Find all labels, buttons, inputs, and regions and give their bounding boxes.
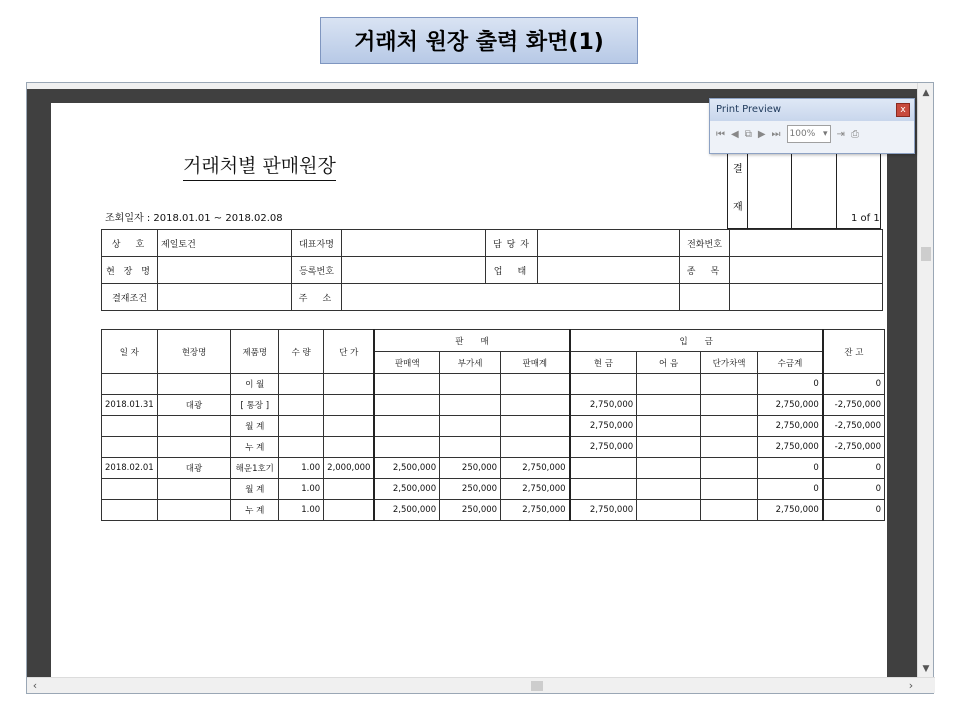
cell-sales-amount [374,416,439,437]
horizontal-scrollbar[interactable] [27,677,935,693]
label-reg-no: 등록번호 [292,257,342,284]
cell-balance: -2,750,000 [823,416,885,437]
cell-vat: 250,000 [440,479,501,500]
cell-vat [440,437,501,458]
sales-ledger-table [101,329,885,521]
print-preview-titlebar[interactable] [710,99,914,121]
next-page-icon[interactable]: ▶ [757,128,766,140]
cell-site [157,437,231,458]
cell-qty: 1.00 [279,479,324,500]
scroll-right-icon[interactable]: › [908,679,914,692]
print-preview-title: Print Preview [716,104,782,115]
value-business-item [730,257,883,284]
slide-title: 거래처 원장 출력 화면(1) [320,17,638,64]
cell-price-diff [701,395,758,416]
cell-balance: -2,750,000 [823,437,885,458]
label-business-type: 업 태 [486,257,538,284]
cell-price [324,395,375,416]
cell-cash: 2,750,000 [570,437,637,458]
header-product: 제품명 [231,330,279,374]
value-site [158,257,292,284]
report-viewport[interactable] [27,89,919,679]
cell-qty [279,416,324,437]
cell-price: 2,000,000 [324,458,375,479]
date-range: 조회일자 : 2018.01.01 ~ 2018.02.08 [105,213,283,224]
customer-info-table [101,229,883,311]
header-date: 일 자 [102,330,158,374]
table-row [102,395,885,416]
cell-product: 월 계 [231,479,279,500]
value-manager [538,230,680,257]
approval-label [728,154,748,228]
cell-price [324,437,375,458]
cell-site: 대광 [157,458,231,479]
value-ceo [342,230,486,257]
chevron-down-icon: ▾ [823,129,828,139]
cell-sales-total [501,374,570,395]
cell-sales-amount: 2,500,000 [374,479,439,500]
cell-date [102,479,158,500]
cell-receipt-total: 2,750,000 [758,416,823,437]
header-price-diff: 단가차액 [701,352,758,374]
cell-site: 대광 [157,395,231,416]
header-receipt-total: 수금계 [758,352,823,374]
header-balance: 잔 고 [823,330,885,374]
cell-price [324,479,375,500]
cell-balance: 0 [823,374,885,395]
cell-bill [637,395,701,416]
cell-receipt-total: 0 [758,458,823,479]
cell-receipt-total: 2,750,000 [758,437,823,458]
horizontal-scroll-thumb[interactable] [531,681,543,691]
cell-sales-total [501,437,570,458]
cell-date [102,374,158,395]
cell-bill [637,437,701,458]
cell-price [324,374,375,395]
cell-bill [637,500,701,521]
cell-vat [440,416,501,437]
cell-balance: 0 [823,479,885,500]
vertical-scrollbar[interactable] [917,83,933,679]
cell-sales-amount: 2,500,000 [374,458,439,479]
cell-cash: 2,750,000 [570,416,637,437]
table-row [102,500,885,521]
empty-cell [730,284,883,311]
cell-vat: 250,000 [440,500,501,521]
label-manager: 담 당 자 [486,230,538,257]
cell-cash: 2,750,000 [570,500,637,521]
cell-sales-amount [374,437,439,458]
cell-site [157,479,231,500]
cell-site [157,374,231,395]
prev-page-icon[interactable]: ◀ [731,128,739,140]
cell-bill [637,458,701,479]
header-qty: 수 량 [279,330,324,374]
cell-product: [ 통장 ] [231,395,279,416]
scroll-down-icon[interactable]: ▼ [922,664,930,674]
cell-balance: 0 [823,458,885,479]
print-preview-toolbar [709,98,915,154]
approval-cell [748,154,792,228]
export-icon[interactable]: ⇥ [836,128,845,140]
label-site: 현 장 명 [102,257,158,284]
header-cash: 현 금 [570,352,637,374]
approval-label-top: 결 [733,164,743,175]
cell-sales-amount [374,395,439,416]
header-receipt: 입 금 [570,330,823,352]
value-business-type [538,257,680,284]
label-payment-terms: 결재조건 [102,284,158,311]
cell-sales-amount: 2,500,000 [374,500,439,521]
cell-product: 월 계 [231,416,279,437]
cell-receipt-total: 2,750,000 [758,395,823,416]
cell-price-diff [701,500,758,521]
cell-sales-total: 2,750,000 [501,500,570,521]
label-address: 주 소 [292,284,342,311]
cell-sales-amount [374,374,439,395]
label-phone: 전화번호 [680,230,730,257]
value-payment-terms [158,284,292,311]
zoom-value: 100% [789,129,816,139]
header-sales-total: 판매계 [501,352,570,374]
cell-bill [637,416,701,437]
cell-product: 누 계 [231,437,279,458]
cell-sales-total [501,395,570,416]
vertical-scroll-thumb[interactable] [921,247,931,261]
cell-price [324,416,375,437]
empty-cell [680,284,730,311]
cell-price-diff [701,437,758,458]
cell-receipt-total: 0 [758,479,823,500]
cell-price [324,500,375,521]
page-number: 1 of 1 [851,213,880,224]
cell-product: 누 계 [231,500,279,521]
table-row [102,458,885,479]
cell-balance: 0 [823,500,885,521]
cell-site [157,416,231,437]
cell-sales-total [501,416,570,437]
cell-vat [440,395,501,416]
header-bill: 어 음 [637,352,701,374]
cell-price-diff [701,479,758,500]
cell-qty: 1.00 [279,458,324,479]
cell-vat: 250,000 [440,458,501,479]
label-ceo: 대표자명 [292,230,342,257]
table-row [102,479,885,500]
cell-date [102,416,158,437]
cell-receipt-total: 2,750,000 [758,500,823,521]
value-phone [730,230,883,257]
scroll-left-icon[interactable]: ‹ [32,679,38,692]
first-page-icon[interactable]: ⏮ [716,128,725,140]
cell-receipt-total: 0 [758,374,823,395]
value-reg-no [342,257,486,284]
cell-qty [279,395,324,416]
last-page-icon[interactable]: ⏭ [771,128,781,140]
cell-price-diff [701,374,758,395]
label-business-item: 종 목 [680,257,730,284]
cell-price-diff [701,416,758,437]
report-page [51,103,887,679]
cell-date [102,437,158,458]
header-site: 현장명 [157,330,231,374]
approval-cell [792,154,836,228]
print-preview-buttons [710,121,914,147]
zoom-select[interactable] [787,125,831,143]
cell-qty: 1.00 [279,500,324,521]
cell-product: 이 월 [231,374,279,395]
report-title: 거래처별 판매원장 [183,151,336,181]
value-company: 제일토건 [158,230,292,257]
cell-bill [637,374,701,395]
cell-sales-total: 2,750,000 [501,479,570,500]
print-icon[interactable]: ⎙ [850,128,859,140]
header-vat: 부가세 [440,352,501,374]
table-row [102,437,885,458]
cell-cash [570,458,637,479]
value-address [342,284,680,311]
cell-bill [637,479,701,500]
label-company: 상 호 [102,230,158,257]
table-row [102,374,885,395]
header-sales: 판 매 [374,330,569,352]
cell-sales-total: 2,750,000 [501,458,570,479]
cell-vat [440,374,501,395]
cell-balance: -2,750,000 [823,395,885,416]
cell-cash: 2,750,000 [570,395,637,416]
header-sales-amount: 판매액 [374,352,439,374]
cell-qty [279,437,324,458]
approval-label-bottom: 재 [733,202,743,213]
cell-cash [570,374,637,395]
copy-icon[interactable]: ⧉ [744,128,752,140]
cell-date: 2018.02.01 [102,458,158,479]
cell-cash [570,479,637,500]
cell-date: 2018.01.31 [102,395,158,416]
table-row [102,416,885,437]
cell-product: 해운1호기 [231,458,279,479]
cell-price-diff [701,458,758,479]
cell-date [102,500,158,521]
report-viewer-window [26,82,934,694]
scroll-up-icon[interactable]: ▲ [922,88,930,98]
cell-site [157,500,231,521]
header-price: 단 가 [324,330,375,374]
cell-qty [279,374,324,395]
close-icon[interactable]: x [896,103,910,117]
